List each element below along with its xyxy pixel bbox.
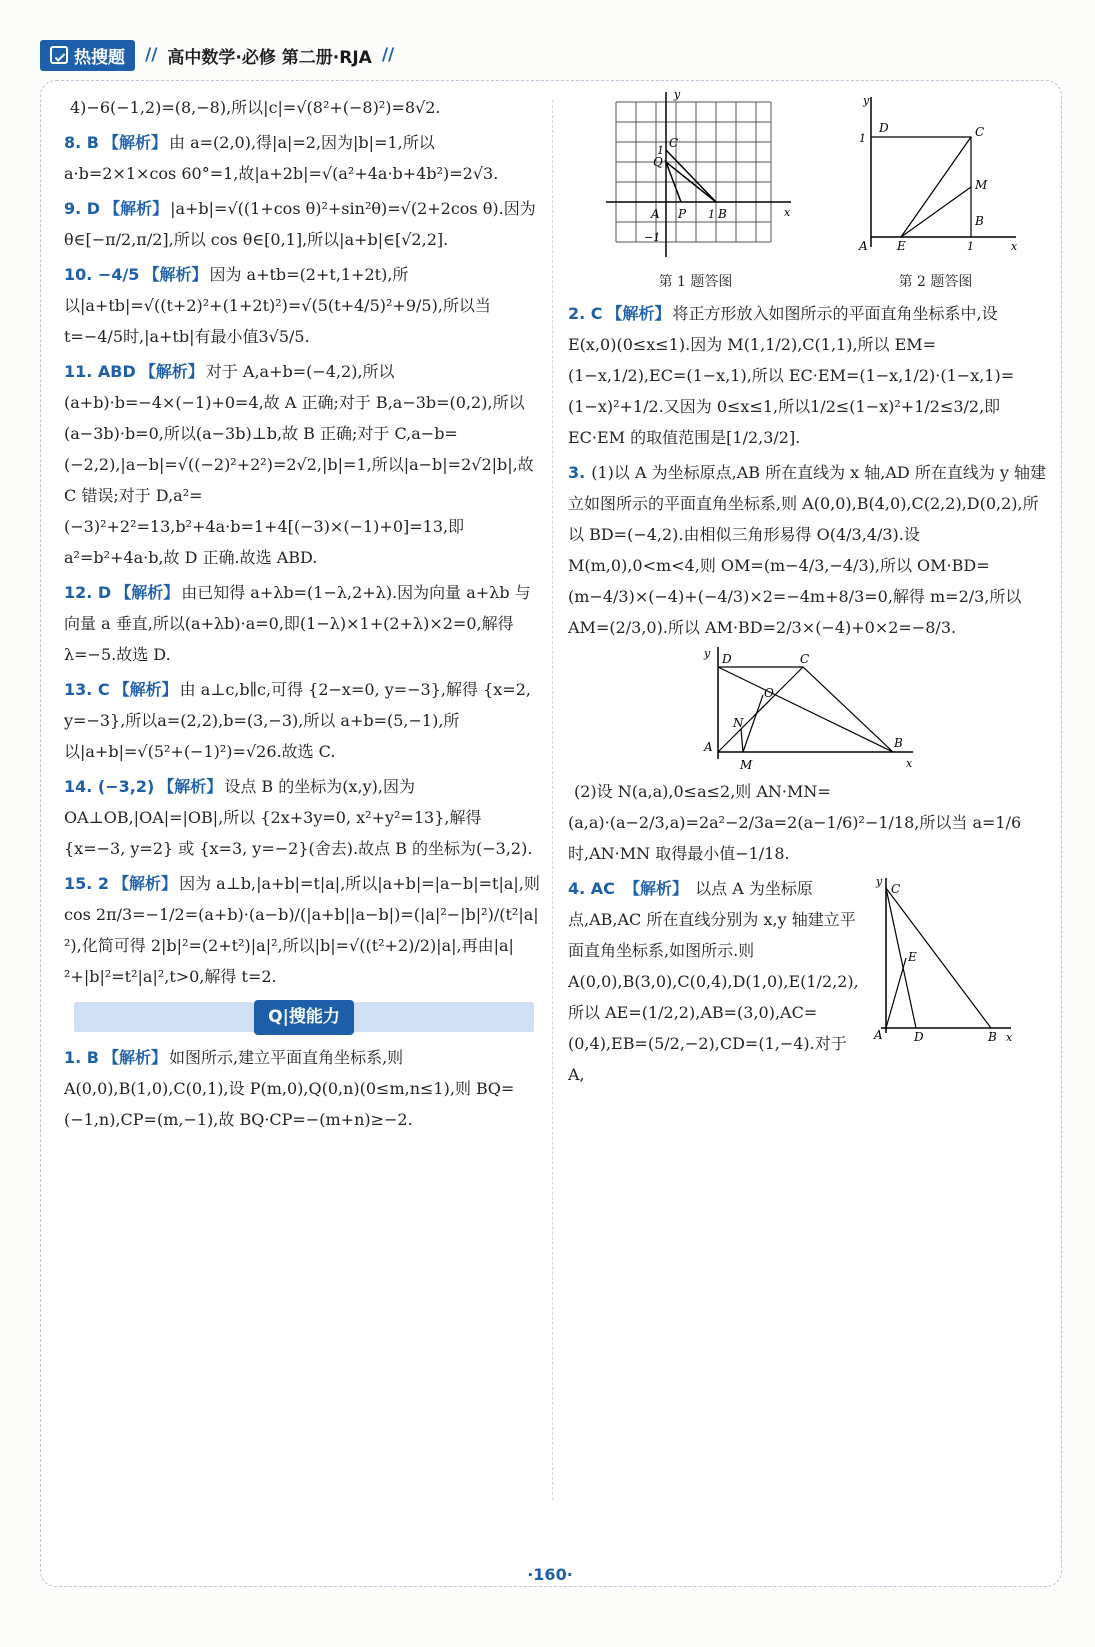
analysis-tag: 【解析】 [102,1048,167,1067]
svg-text:B: B [717,207,727,221]
answer-text: 如图所示,建立平面直角坐标系,则 A(0,0),B(1,0),C(0,1),设 P(m,0),Q(0,n)(0≤m,n≤1),则 BQ=(−1,n),CP=(m,−1),故 BQ·CP=−(m+n)≥−2. [64,1048,515,1129]
answer-text: 设点 B 的坐标为(x,y),因为 OA⊥OB,|OA|=|OB|,所以 {2x+3y=0, x²+y²=13},解得 {x=−3, y=2} 或 {x=3, y=−2}(舍去).故点 B 的坐标为(−3,2). [64,777,533,858]
right-answer-list-2 [568,776,1048,869]
svg-text:B: B [974,214,984,228]
left-column [64,92,544,1139]
answer-item [64,674,544,767]
answer-item [64,577,544,670]
svg-text:x: x [1006,1031,1013,1043]
svg-text:1: 1 [656,144,664,157]
answer-item [568,776,1048,869]
answer-number: 1. B [64,1048,99,1067]
header-slash-icon: // [145,45,158,65]
analysis-tag: 【解析】 [606,304,671,323]
svg-text:A: A [874,1028,883,1042]
figure-2 [851,92,1021,292]
svg-text:A: A [704,740,713,754]
answer-text: 对于 A,a+b=(−4,2),所以(a+b)·b=−4×(−1)+0=4,故 A 正确;对于 B,a−3b=(0,2),所以(a−3b)·b=0,所以(a−3b)⊥b,故 B 正确;对于 C,a−b=(−2,2),|a−b|=√((−2)²+2²)=2√2,|b|=1,所以|a−b|=2√2|b|,故 C 错误;对于 D,a²=(−3)²+2²=13,b²+4a·b=1+4[(−3)×(−1)+0]=13,即 a²=b²+4a·b,故 D 正确.故选 ABD. [64,362,534,567]
answer-item-4 [568,873,858,1090]
header-tag [40,40,135,71]
svg-text:x: x [783,206,790,219]
answer-item [64,92,544,123]
figure-1 [596,92,796,292]
answer-item [64,356,544,573]
answer-number: 11. ABD [64,362,136,381]
svg-text:E: E [908,950,917,964]
answer-text: 将正方形放入如图所示的平面直角坐标系中,设 E(x,0)(0≤x≤1).因为 M(1,1/2),C(1,1),所以 EM=(1−x,1/2),EC=(1−x,1),所以 EC·EM=(1−x,1/2)·(1−x,1)=(1−x)²+1/2.又因为 0≤x≤1,所以1/2≤(1−x)²+1/2≤3/2,即 EC·EM 的取值范围是[1/2,3/2]. [568,304,1015,447]
analysis-tag: 【解析】 [113,874,178,893]
triangle-diagram [866,873,1016,1043]
svg-text:C: C [974,125,984,139]
svg-text:N: N [733,716,744,730]
answer-item [64,1042,544,1135]
answer-number: 8. B [64,133,99,152]
answer-text: (1)以 A 为坐标原点,AB 所在直线为 x 轴,AD 所在直线为 y 轴建立如图所示的平面直角坐标系,则 A(0,0),B(4,0),C(2,2),D(0,2),所以 BD=(−4,2).由相似三角形易得 O(4/3,4/3).设 M(m,0),0<m<4,则 OM=(m−4/3,−4/3),所以 OM·BD=(m−4/3)×(−4)+(−4/3)×2=−4m+8/3=0,解得 m=2/3,所以 AM=(2/3,0).所以 AM·BD=2/3×(−4)+0×2=−8/3. [568,463,1047,637]
answer-text: 由 a=(2,0),得|a|=2,因为|b|=1,所以 a·b=2×1×cos 60°=1,故|a+2b|=√(a²+4a·b+4b²)=2√3. [64,133,499,183]
answer-text: 因为 a+tb=(2+t,1+2t),所以|a+tb|=√((t+2)²+(1+2t)²)=√(5(t+4/5)²+9/5),所以当 t=−4/5时,|a+tb|有最小值3√5/5. [64,265,491,346]
figure-row [568,92,1048,292]
answer-text: 因为 a⊥b,|a+b|=t|a|,所以|a+b|=|a−b|=t|a|,则 cos 2π/3=−1/2=(a+b)·(a−b)/(|a+b||a−b|)=(|a|²−|b|²)/(t²|a|²),化简可得 2|b|²=(2+t²)|a|²,所以|b|=√((t²+2)/2)|a|,再由|a|²+|b|²=t²|a|²,t>0,解得 t=2. [64,874,540,986]
answer-text: 4)−6(−1,2)=(8,−8),所以|c|=√(8²+(−8)²)=8√2. [70,98,441,117]
analysis-tag: 【解析】 [624,879,689,898]
svg-text:y: y [704,647,711,660]
svg-text:y: y [876,875,883,888]
svg-text:x: x [906,757,913,770]
answer-number: 15. 2 [64,874,110,893]
answer-item [568,457,1048,643]
figure-3 [568,647,1048,772]
analysis-tag: 【解析】 [102,133,167,152]
figure-2-caption: 第 2 题答图 [898,274,973,290]
answer-item [64,259,544,352]
svg-text:A: A [858,239,868,253]
analysis-tag: 【解析】 [139,362,204,381]
header-title: 高中数学·必修 第二册·RJA [167,47,372,68]
svg-text:Q: Q [652,155,663,169]
square-diagram [851,92,1021,262]
answer-text: 由 a⊥c,b∥c,可得 {2−x=0, y=−3},解得 {x=2, y=−3},所以a=(2,2),b=(3,−3),所以 a+b=(5,−1),所以|a+b|=√(5²+(−1)²)=√26.故选 C. [64,680,531,761]
svg-text:y: y [862,94,869,107]
answer-text: (2)设 N(a,a),0≤a≤2,则 AN·MN=(a,a)·(a−2/3,a)=2a²−2/3a=2(a−1/6)²−1/18,所以当 a=1/6时,AN·MN 取得最小值−1/18. [568,782,1022,863]
analysis-tag: 【解析】 [143,265,208,284]
svg-text:A: A [650,207,660,221]
svg-text:D: D [914,1030,924,1043]
svg-text:D: D [878,121,889,135]
analysis-tag: 【解析】 [104,199,169,218]
page-number: ·160· [527,1565,573,1584]
answer-number: 13. C [64,680,110,699]
column-divider [552,100,553,1500]
svg-text:O: O [764,686,774,700]
svg-text:y: y [673,92,680,101]
answer-item [64,193,544,255]
svg-text:x: x [1010,240,1017,253]
figure-1-caption: 第 1 题答图 [658,274,733,290]
right-column [568,92,1048,1094]
answer-item [568,298,1048,453]
svg-text:C: C [668,136,678,150]
analysis-tag: 【解析】 [113,680,178,699]
answer-number: 10. −4/5 [64,265,140,284]
answer-number: 2. C [568,304,603,323]
header-tag-label: 热搜题 [74,47,125,68]
answer-number: 3. [568,463,586,482]
analysis-tag: 【解析】 [158,777,223,796]
answer-number: 9. D [64,199,101,218]
header-slash-icon-end: // [381,45,395,65]
svg-text:P: P [677,207,686,221]
svg-text:D: D [722,652,732,666]
svg-text:M: M [740,758,753,772]
left-answer-list-2 [64,1042,544,1135]
left-answer-list [64,92,544,992]
answer-text: 以点 A 为坐标原点,AB,AC 所在直线分别为 x,y 轴建立平面直角坐标系,如图所示.则 A(0,0),B(3,0),C(0,4),D(1,0),E(1/2,2),所以 AE=(1/2,2),AB=(3,0),AC=(0,4),EB=(5/2,−2),CD=(1,−4).对于 A, [568,879,859,1084]
answer-item [64,868,544,992]
svg-text:1: 1 [966,240,974,253]
item-4-block [568,873,1048,1094]
edit-icon [50,46,68,64]
trapezoid-diagram [698,647,918,772]
analysis-tag: 【解析】 [115,583,180,602]
section-banner-label: Q|搜能力 [254,1000,354,1035]
svg-text:1: 1 [707,208,715,221]
svg-text:M: M [974,178,987,192]
answer-text: |a+b|=√((1+cos θ)²+sin²θ)=√(2+2cos θ).因为θ∈[−π/2,π/2],所以 cos θ∈[0,1],所以|a+b|∈[√2,2]. [64,199,536,249]
answer-text: 由已知得 a+λb=(1−λ,2+λ).因为向量 a+λb 与向量 a 垂直,所以(a+λb)·a=0,即(1−λ)×1+(2+λ)×2=0,解得 λ=−5.故选 D. [64,583,531,664]
svg-text:B: B [894,736,903,750]
svg-text:1: 1 [858,132,866,145]
answer-item [64,127,544,189]
answer-number: 4. AC [568,879,615,898]
answer-number: 14. (−3,2) [64,777,155,796]
answer-item [64,771,544,864]
svg-text:B: B [988,1030,997,1043]
grid-diagram [596,92,796,262]
svg-text:E: E [896,239,906,253]
svg-text:C: C [891,882,901,896]
right-answer-list [568,298,1048,643]
svg-text:C: C [800,652,810,666]
svg-text:−1: −1 [643,231,660,244]
section-banner [74,1002,534,1032]
page-header [40,40,394,70]
answer-number: 12. D [64,583,112,602]
